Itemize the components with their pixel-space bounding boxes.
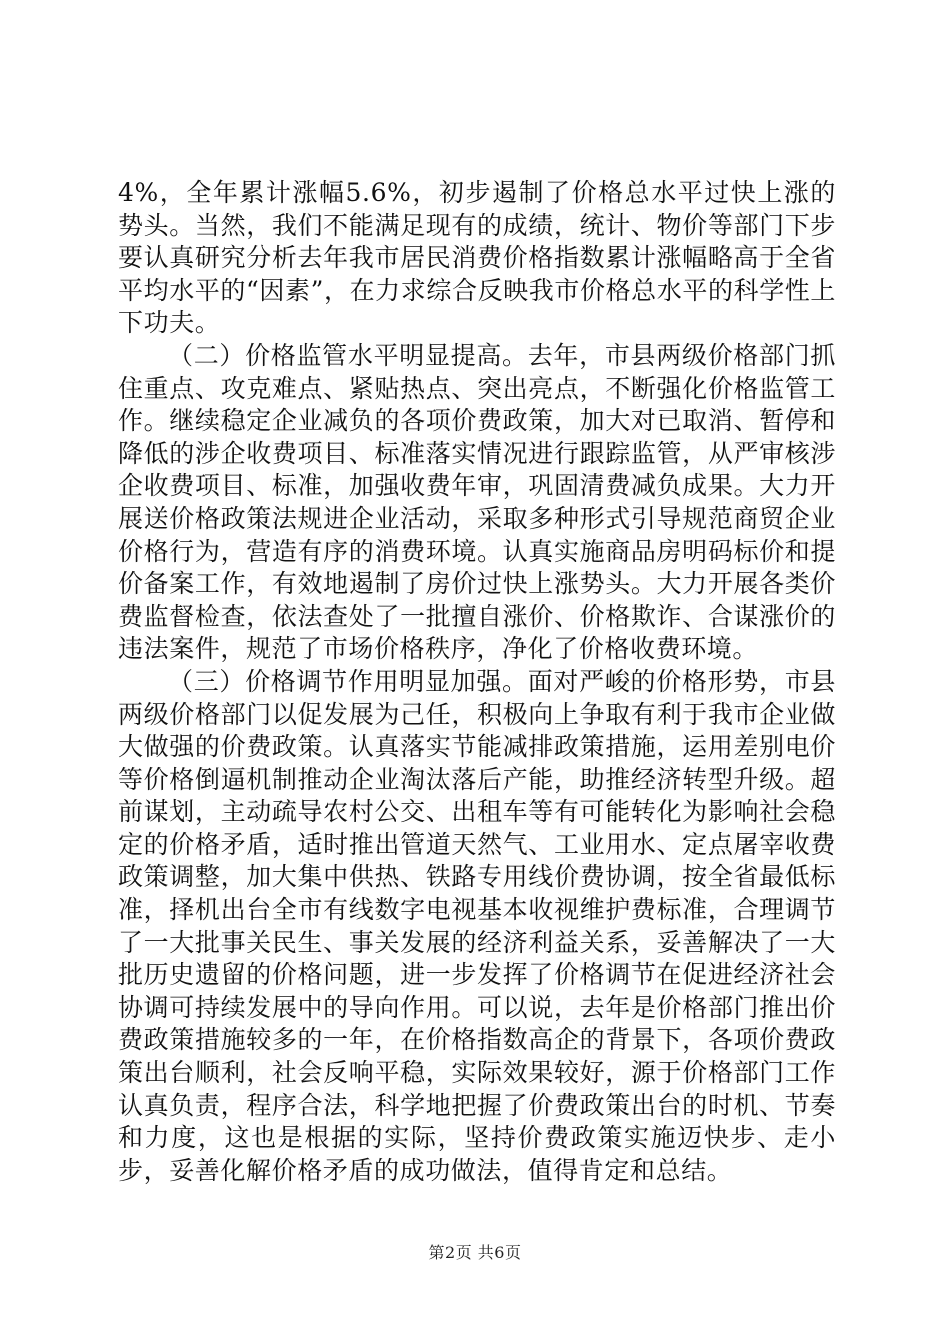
paragraph-price-supervision: （二）价格监管水平明显提高。去年，市县两级价格部门抓住重点、攻克难点、紧贴热点、突出亮点，不断强化价格监管工作。继续稳定企业减负的各项价费政策，加大对已取消、暂停和降低的涉企收费项目、标准落实情况进行跟踪监管，从严审核涉企收费项目、标准，加强收费年审，巩固清费减负成果。大力开展送价格政策法规进企业活动，采取多种形式引导规范商贸企业价格行为，营造有序的消费环境。认真实施商品房明码标价和提价备案工作，有效地遏制了房价过快上涨势头。大力开展各类价费监督检查，依法查处了一批擅自涨价、价格欺诈、合谋涨价的违法案件，规范了市场价格秩序，净化了价格收费环境。 [118,340,836,664]
paragraph-price-regulation: （三）价格调节作用明显加强。面对严峻的价格形势，市县两级价格部门以促发展为己任，积极向上争取有利于我市企业做大做强的价费政策。认真落实节能减排政策措施，运用差别电价等价格倒逼机制推动企业淘汰落后产能，助推经济转型升级。超前谋划，主动疏导农村公交、出租车等有可能转化为影响社会稳定的价格矛盾，适时推出管道天然气、工业用水、定点屠宰收费政策调整，加大集中供热、铁路专用线价费协调，按全省最低标准，择机出台全市有线数字电视基本收视维护费标准，合理调节了一大批事关民生、事关发展的经济利益关系，妥善解决了一大批历史遗留的价格问题，进一步发挥了价格调节在促进经济社会协调可持续发展中的导向作用。可以说，去年是价格部门推出价费政策措施较多的一年，在价格指数高企的背景下，各项价费政策出台顺利，社会反响平稳，实际效果较好，源于价格部门工作认真负责，程序合法，科学地把握了价费政策出台的时机、节奏和力度，这也是根据的实际，坚持价费政策实施迈快步、走小步，妥善化解价格矛盾的成功做法，值得肯定和总结。 [118,666,836,1185]
paragraph-continuation: 4%，全年累计涨幅5.6%，初步遏制了价格总水平过快上涨的势头。当然，我们不能满足现有的成绩，统计、物价等部门下步要认真研究分析去年我市居民消费价格指数累计涨幅略高于全省平均水平的“因素”，在力求综合反映我市价格总水平的科学性上下功夫。 [118,178,836,338]
document-body [118,177,836,1187]
page-number-footer: 第2页 共6页 [428,1243,522,1262]
